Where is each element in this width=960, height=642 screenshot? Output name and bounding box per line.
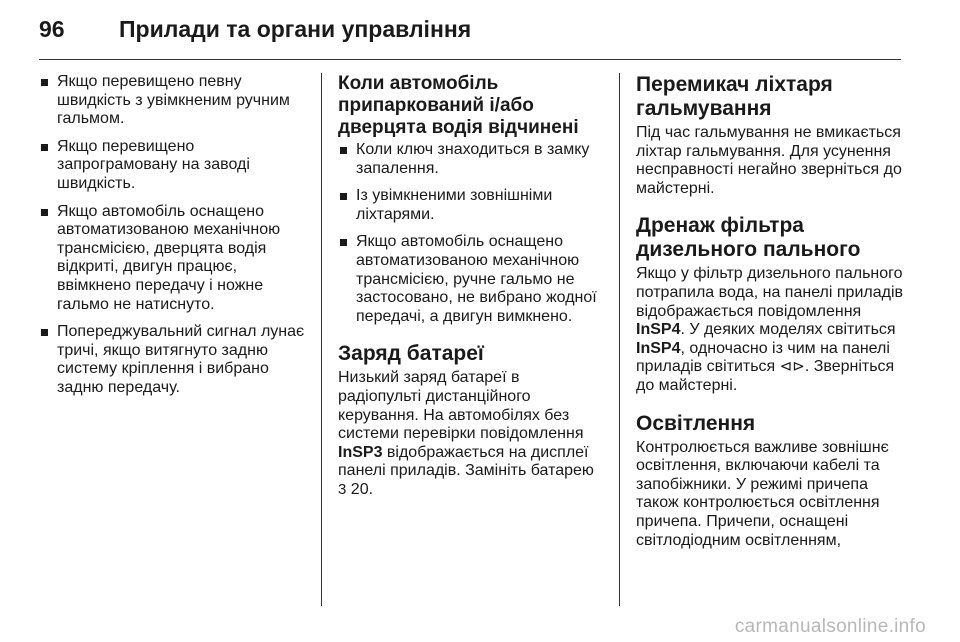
list-item: Якщо перевищено певну швидкість з увімкненим ручним гальмом.: [39, 73, 309, 129]
list-item: Якщо автомобіль оснащено автоматизованою механічною трансмісією, дверцята водія відкриті, двигун працює, ввімкнено передачу і ножне гальмо не натиснуто.: [39, 203, 309, 315]
warning-conditions-list: [39, 73, 309, 398]
column-divider: [321, 73, 322, 606]
display-code: InSP4: [636, 321, 681, 339]
page-number: 96: [39, 16, 65, 42]
column-divider: [619, 73, 620, 606]
page-header: [0, 0, 960, 60]
list-item: Якщо автомобіль оснащено автоматизованою механічною трансмісією, ручне гальмо не застосовано, не вибрано жодної передачі, а двигун вимкнено.: [338, 233, 606, 326]
fuel-filter-heading: Дренаж фільтра дизельного пального: [636, 214, 861, 262]
fuel-text: . Зверніться до майстерні.: [636, 358, 895, 394]
lighting-section: [636, 412, 908, 551]
lighting-paragraph: Контролюється важливе зовнішнє освітлення, включаючи кабелі та запобіжники. У режимі причепа також контролюється освітлення причепа. Причепи, оснащені світлодіодним освітленням,: [636, 438, 889, 549]
page-title: Прилади та органи управління: [119, 16, 472, 42]
column-middle: [338, 73, 606, 500]
watermark: carmanualsonline.info: [734, 616, 926, 637]
fuel-filter-paragraph: [636, 265, 908, 395]
column-left: [39, 73, 309, 407]
battery-section: [338, 342, 606, 499]
parked-heading: Коли автомобіль припаркований і/або дверцята водія відчинені: [338, 73, 579, 138]
list-item: Якщо перевищено запрограмовану на заводі швидкість.: [39, 138, 309, 194]
display-code: InSP3: [338, 443, 383, 461]
display-code: InSP4: [636, 339, 681, 357]
battery-heading: Заряд батареї: [338, 342, 484, 366]
battery-text: відображається на дисплеї панелі приладів. Замініть батарею: [338, 443, 594, 480]
fuel-text: Якщо у фільтр дизельного пального потрапила вода, на панелі приладів відображається повідомлення: [636, 265, 904, 320]
lighting-heading: Освітлення: [636, 411, 756, 435]
list-item: Попереджувальний сигнал лунає тричі, якщо витягнуто задню систему кріплення і вибрано задню передачу.: [39, 323, 309, 397]
parked-conditions-list: [338, 141, 606, 326]
brake-light-paragraph: Під час гальмування не вмикається ліхтар гальмування. Для усунення несправності негайно зверніться до майстерні.: [636, 124, 902, 197]
page-reference[interactable]: 20.: [346, 480, 374, 498]
battery-paragraph: [338, 369, 606, 499]
warning-lamp-icon: ⊲⊳: [779, 358, 805, 376]
page-reference-icon: 3: [338, 480, 347, 498]
column-right: [636, 73, 908, 550]
list-item: Коли ключ знаходиться в замку запалення.: [338, 141, 606, 178]
header-rule: [39, 59, 901, 60]
fuel-text: . У деяких моделях світиться: [680, 321, 896, 339]
list-item: Із увімкненими зовнішніми ліхтарями.: [338, 187, 606, 224]
fuel-filter-section: [636, 214, 908, 395]
brake-light-heading: Перемикач ліхтаря гальмування: [636, 73, 833, 120]
battery-text: Низький заряд батареї в радіопульті дистанційного керування. На автомобілях без системи перевірки повідомлення: [338, 369, 584, 443]
fuel-text: , одночасно із чим на панелі приладів світиться: [636, 339, 890, 376]
